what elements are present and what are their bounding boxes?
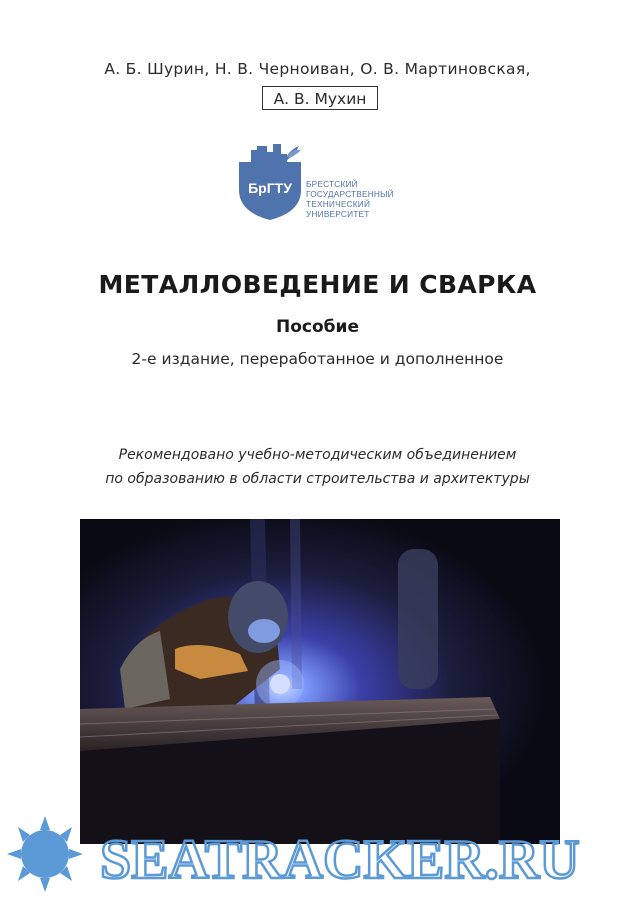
book-edition: 2-е издание, переработанное и дополненное [131, 350, 504, 368]
watermark-text: SEATRACKER.RU [100, 829, 580, 891]
recommendation-line: по образованию в области строительства и архитектуры [105, 471, 530, 487]
university-name [306, 179, 394, 219]
recommendation-line: Рекомендовано учебно-методическим объединением [118, 447, 517, 463]
cover-photo-welder [80, 519, 560, 844]
book-title: МЕТАЛЛОВЕДЕНИЕ И СВАРКА [98, 270, 537, 299]
logo-abbr: БрГТУ [248, 180, 292, 196]
author-boxed: А. В. Мухин [262, 86, 378, 110]
book-type: Пособие [276, 317, 359, 337]
university-name-line: УНИВЕРСИТЕТ [306, 209, 370, 219]
authors-line: А. Б. Шурин, Н. В. Черноиван, О. В. Мартиновская, [104, 60, 531, 78]
recommendation [0, 443, 635, 491]
sun-icon [7, 816, 83, 892]
university-name-line: БРЕСТСКИЙ [306, 179, 358, 189]
university-emblem-icon [237, 142, 303, 222]
watermark [0, 812, 635, 902]
university-logo [237, 142, 417, 222]
university-name-line: ГОСУДАРСТВЕННЫЙ [306, 189, 394, 199]
university-name-line: ТЕХНИЧЕСКИЙ [306, 199, 371, 209]
